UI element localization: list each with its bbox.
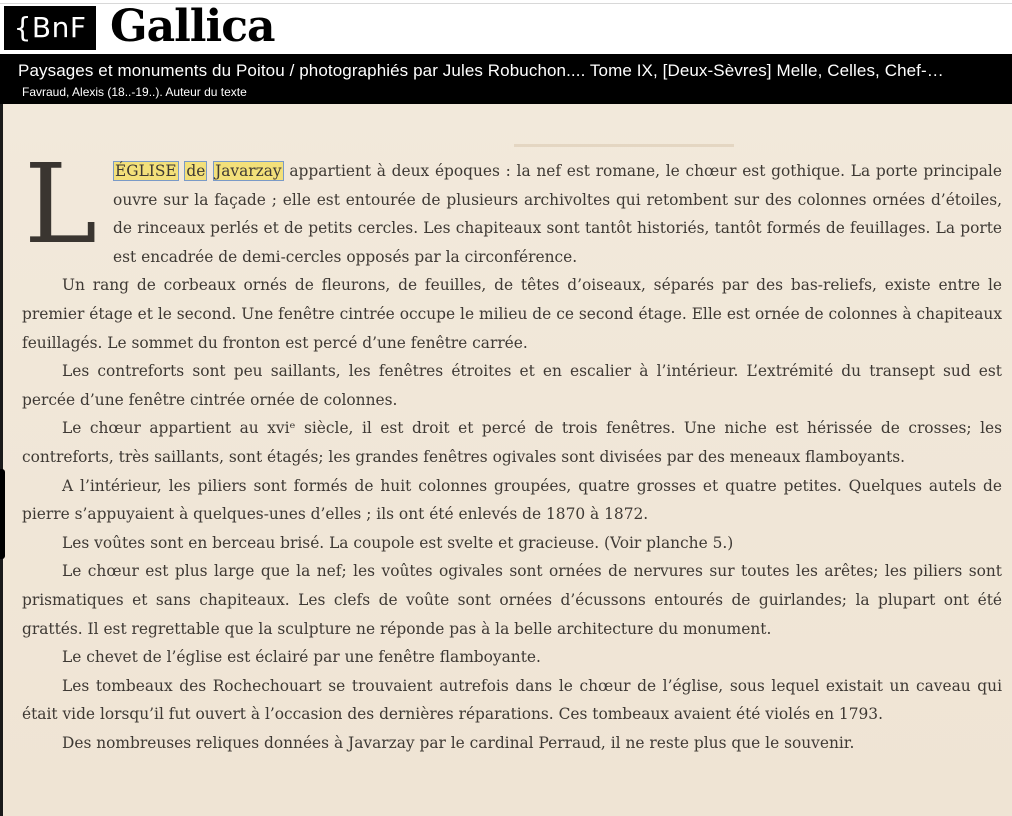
search-highlight[interactable]: de bbox=[186, 162, 206, 180]
page-text bbox=[22, 140, 1002, 757]
paragraph-2: Un rang de corbeaux ornés de fleurons, de feuilles, de têtes d’oiseaux, séparés par des bas-reliefs, existe entre le premier étage et le second. Une fenêtre cintrée occupe le milieu de ce second étage. Elle est ornée de colonnes à chapiteaux feuillagés. Le sommet du fronton est percé d’une fenêtre carrée. bbox=[22, 276, 1002, 352]
paragraph-10: Des nombreuses reliques données à Javarzay par le cardinal Perraud, il ne reste plus que le souvenir. bbox=[62, 733, 855, 752]
document-title-bar bbox=[0, 54, 1012, 104]
document-viewer[interactable] bbox=[0, 104, 1012, 816]
site-header bbox=[0, 0, 1012, 52]
scanned-page bbox=[4, 104, 1012, 816]
paragraph-3: Les contreforts sont peu saillants, les fenêtres étroites et en escalier à l’intérieur. L’extrémité du transept sud est percée d’une fenêtre cintrée ornée de colonnes. bbox=[22, 362, 1002, 409]
search-highlight[interactable]: ÉGLISE bbox=[115, 162, 177, 180]
paragraph-text: appartient à deux époques : la nef est romane, le chœur est gothique. La porte principale ouvre sur la façade ; elle est entourée de plusieurs archivoltes qui retombent sur des colonnes ornées d’étoiles, de rinceaux perlés et de petits cercles. Les chapiteaux sont tantôt historiés, tantôt formés de feuillages. La porte est encadrée de demi-cercles opposés par la circonférence. bbox=[113, 162, 1002, 266]
page-header-mark bbox=[514, 144, 734, 147]
document-title: Paysages et monuments du Poitou / photographiés par Jules Robuchon.... Tome IX, [Deux-Sèvres] Melle, Celles, Chef-… bbox=[18, 61, 944, 80]
paragraph-1 bbox=[22, 140, 1002, 271]
search-highlight[interactable]: Javarzay bbox=[215, 162, 282, 180]
drop-cap: L bbox=[24, 140, 98, 268]
side-panel-toggle[interactable] bbox=[0, 469, 5, 559]
paragraph-8: Le chevet de l’église est éclairé par une fenêtre flamboyante. bbox=[62, 648, 541, 667]
paragraph-7: Le chœur est plus large que la nef; les voûtes ogivales sont ornées de nervures sur toutes les arêtes; les piliers sont prismatiques et sans chapiteaux. Les clefs de voûte sont ornées d’écussons entourés de guirlandes; la plupart ont été grattés. Il est regrettable que la sculpture ne réponde pas à la belle architecture du monument. bbox=[22, 562, 1002, 638]
paragraph-6: Les voûtes sont en berceau brisé. La coupole est svelte et gracieuse. (Voir planche 5.) bbox=[62, 533, 734, 552]
viewer-left-edge bbox=[0, 104, 3, 816]
paragraph-4: Le chœur appartient au xviᵉ siècle, il est droit et percé de trois fenêtres. Une niche est hérissée de crosses; les contreforts, très saillants, sont étagés; les grandes fenêtres ogivales sont divisées par des meneaux flamboyants. bbox=[22, 419, 1002, 466]
gallica-logo[interactable]: Gallica bbox=[110, 1, 275, 52]
paragraph-5: A l’intérieur, les piliers sont formés de huit colonnes groupées, quatre grosses et quatre petites. Quelques autels de pierre s’appuyaient à quelques-unes d’elles ; ils ont été enlevés de 1870 à 1872. bbox=[22, 476, 1002, 524]
document-author[interactable]: Favraud, Alexis (18..-19..). Auteur du texte bbox=[22, 85, 247, 99]
paragraph-9: Les tombeaux des Rochechouart se trouvaient autrefois dans le chœur de l’église, sous lequel existait un caveau qui était vide lorsqu’il fut ouvert à l’occasion des dernières réparations. Ces tombeaux avaient été violés en 1793. bbox=[22, 676, 1002, 724]
bnf-logo[interactable]: {BnF bbox=[4, 6, 96, 50]
